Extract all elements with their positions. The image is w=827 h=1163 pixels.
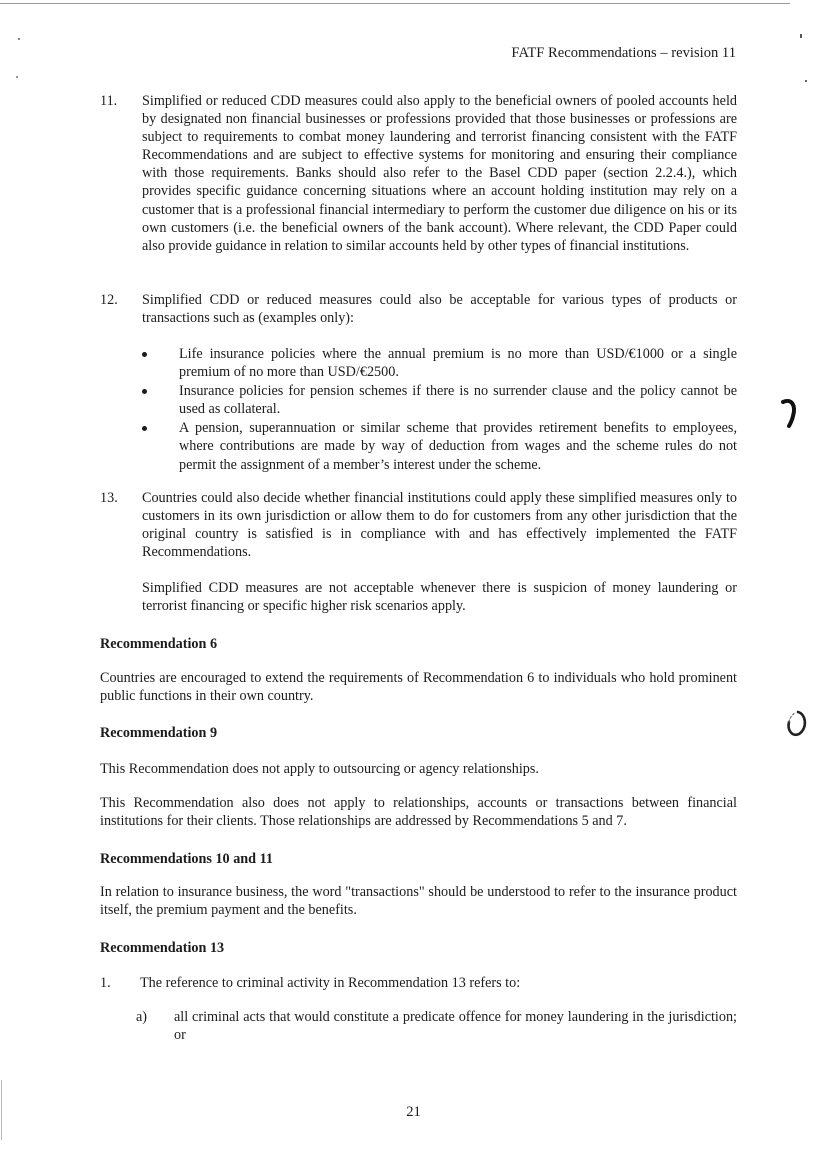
rec6-text: Countries are encouraged to extend the requirements of Recommendation 6 to individuals who hold prominent public functions in their own country. xyxy=(100,670,737,705)
item-text: The reference to criminal activity in Recommendation 13 refers to: xyxy=(140,975,521,991)
paragraph-number: 12. xyxy=(100,292,118,308)
list-item xyxy=(142,382,737,418)
paragraph-12 xyxy=(100,291,737,327)
bullet-list xyxy=(142,345,737,475)
paragraph-13 xyxy=(100,489,737,561)
rec10-11-text: In relation to insurance business, the word "transactions" should be understood to refer to the insurance product itself, the premium payment and the benefits. xyxy=(100,884,737,919)
paragraph-13-continued: Simplified CDD measures are not acceptable whenever there is suspicion of money laundering or terrorist financing or specific higher risk scenarios apply. xyxy=(142,580,737,615)
paragraph-number: 13. xyxy=(100,490,118,506)
scan-speck xyxy=(18,38,20,40)
scan-top-edge xyxy=(0,3,790,4)
hole-punch-mark-icon xyxy=(780,396,800,430)
section-heading-rec10-11: Recommendations 10 and 11 xyxy=(100,851,274,867)
subitem-text: all criminal acts that would constitute a predicate offence for money laundering in the jurisdiction; or xyxy=(174,1009,737,1044)
section-heading-rec13: Recommendation 13 xyxy=(100,940,225,956)
section-heading-rec9: Recommendation 9 xyxy=(100,725,218,741)
rec13-item-1 xyxy=(100,974,737,992)
rec13-subitem-a xyxy=(136,1008,737,1044)
list-item xyxy=(142,345,737,381)
scan-speck xyxy=(805,80,807,82)
paragraph-text: Countries could also decide whether financial institutions could apply these simplified measures only to customers in its own jurisdiction or allow them to do for customers from any other jurisdiction that the original country is satisfied is in compliance with and has effectively implemented the FATF Recommendations. xyxy=(142,490,737,561)
subitem-label: a) xyxy=(136,1009,148,1025)
rec9-text-2: This Recommendation also does not apply to relationships, accounts or transactions between financial institutions for their clients. Those relationships are addressed by Recommendations 5 and 7. xyxy=(100,795,737,830)
scan-speck xyxy=(16,76,18,78)
bullet-icon xyxy=(142,426,147,431)
list-item xyxy=(142,419,737,473)
list-item-text: A pension, superannuation or similar scheme that provides retirement benefits to employees, where contributions are made by way of deduction from wages and the scheme rules do not permit the assignment of a member’s interest under the scheme. xyxy=(179,420,737,473)
list-item-text: Life insurance policies where the annual premium is no more than USD/€1000 or a single premium of no more than USD/€2500. xyxy=(179,346,737,381)
paragraph-text: Simplified or reduced CDD measures could also apply to the beneficial owners of pooled accounts held by designated non financial businesses or professions provided that those businesses or professions are subject to requirements to combat money laundering and terrorist financing consistent with the FATF Recommendations and are subject to effective systems for monitoring and ensuring their compliance with those requirements. Banks should also refer to the Basel CDD paper (section 2.2.4.), which provides specific guidance concerning situations where an account holding institution may rely on a customer that is a professional financial intermediary to perform the customer due diligence on his or its own customers (i.e. the beneficial owners of the bank account). Where relevant, the CDD Paper could also provide guidance in relation to similar accounts held by other types of financial institutions. xyxy=(142,93,737,254)
bullet-icon xyxy=(142,352,147,357)
section-heading-rec6: Recommendation 6 xyxy=(100,636,218,652)
hole-punch-ring-icon xyxy=(782,708,810,738)
bullet-icon xyxy=(142,389,147,394)
paragraph-11 xyxy=(100,92,737,255)
scan-edge-line xyxy=(1,1080,2,1140)
item-number: 1. xyxy=(100,975,111,991)
paragraph-number: 11. xyxy=(100,93,118,109)
page-number: 21 xyxy=(406,1104,421,1120)
list-item-text: Insurance policies for pension schemes if there is no surrender clause and the policy cannot be used as collateral. xyxy=(179,383,737,418)
paragraph-text: Simplified CDD or reduced measures could also be acceptable for various types of products or transactions such as (examples only): xyxy=(142,292,737,327)
running-header: FATF Recommendations – revision 11 xyxy=(511,45,736,61)
scan-speck xyxy=(800,34,802,38)
rec9-text-1: This Recommendation does not apply to outsourcing or agency relationships. xyxy=(100,761,539,777)
